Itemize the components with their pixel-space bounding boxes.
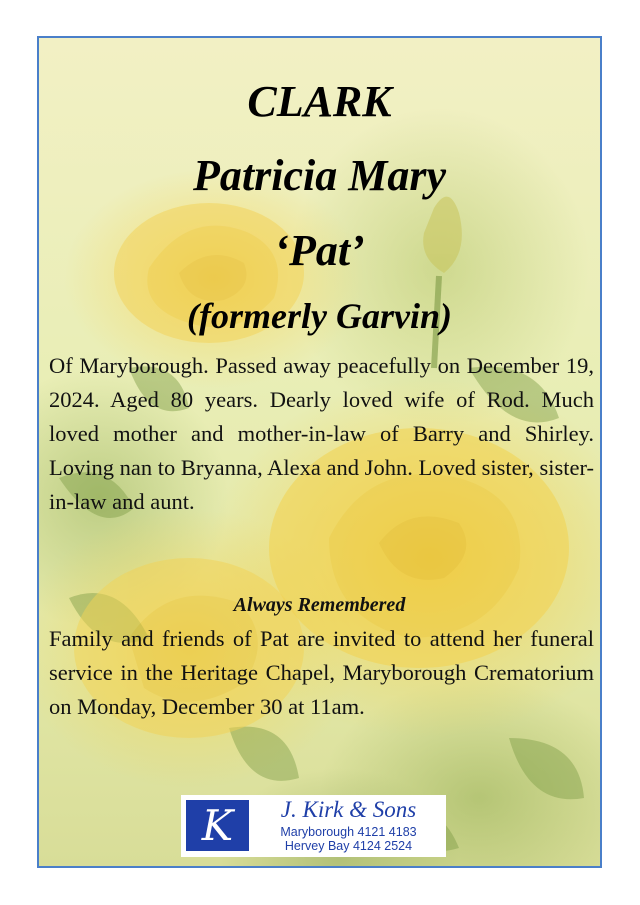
given-names: Patricia Mary: [193, 151, 446, 200]
funeral-director-name: J. Kirk & Sons: [280, 797, 417, 822]
death-notice: [37, 36, 602, 868]
funeral-director-logo: [181, 795, 446, 857]
notice-paragraph-death: Of Maryborough. Passed away peacefully on December 19, 2024. Aged 80 years. Dearly loved wife of Rod. Much loved mother and mother-in-law of Barry and Shirley. Loving nan to Bryanna, Alexa and John. Loved sister, sister-in-law and aunt.: [49, 353, 594, 514]
nickname: ‘Pat’: [274, 226, 365, 275]
phone-hervey-bay: Hervey Bay 4124 2524: [284, 839, 413, 853]
monogram-k-icon: K: [186, 800, 249, 851]
phone-maryborough: Maryborough 4121 4183: [280, 825, 417, 839]
former-name: (formerly Garvin): [187, 296, 452, 336]
surname: CLARK: [247, 77, 392, 126]
always-remembered: Always Remembered: [233, 594, 406, 616]
notice-paragraph-funeral: Family and friends of Pat are invited to attend her funeral service in the Heritage Chapel, Maryborough Crematorium on Monday, December 30 at 11am.: [49, 626, 594, 719]
